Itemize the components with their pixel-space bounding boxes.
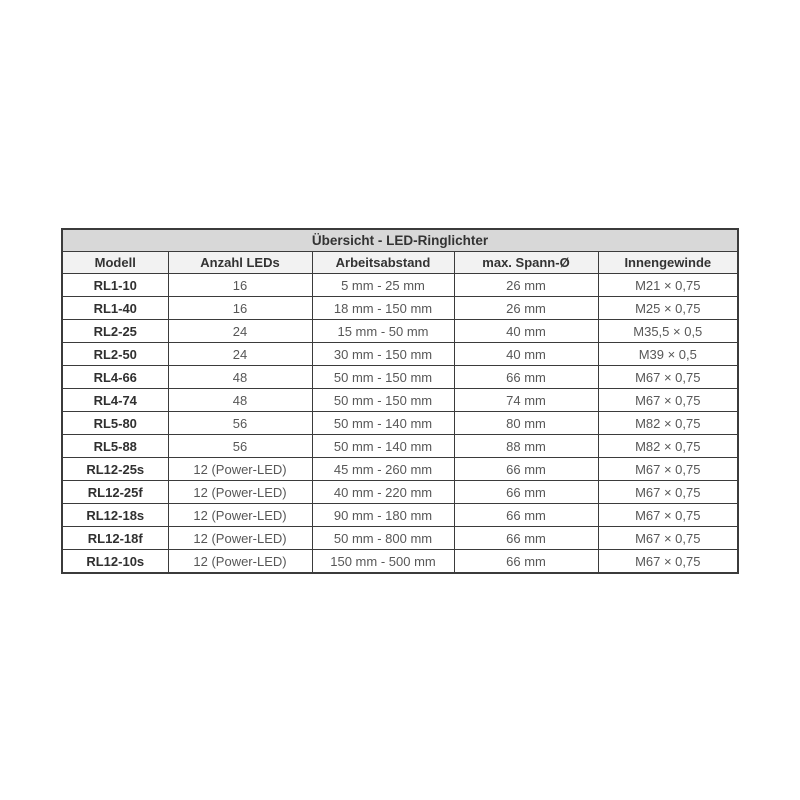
table-row bbox=[62, 550, 738, 574]
max-clamp-diameter-cell: 26 mm bbox=[454, 297, 598, 320]
led-ringlights-spec-table bbox=[61, 228, 737, 574]
max-clamp-diameter-cell: 66 mm bbox=[454, 527, 598, 550]
max-clamp-diameter-cell: 74 mm bbox=[454, 389, 598, 412]
table-row bbox=[62, 366, 738, 389]
table-row bbox=[62, 389, 738, 412]
working-distance-cell: 50 mm - 140 mm bbox=[312, 412, 454, 435]
led-count-cell: 16 bbox=[168, 274, 312, 297]
inner-thread-cell: M67 × 0,75 bbox=[598, 527, 738, 550]
max-clamp-diameter-cell: 66 mm bbox=[454, 504, 598, 527]
led-count-cell: 48 bbox=[168, 389, 312, 412]
table-row bbox=[62, 527, 738, 550]
max-clamp-diameter-cell: 40 mm bbox=[454, 343, 598, 366]
model-cell: RL12-18s bbox=[62, 504, 168, 527]
max-clamp-diameter-cell: 40 mm bbox=[454, 320, 598, 343]
table-title-row bbox=[62, 229, 738, 252]
column-header-innengewinde: Innengewinde bbox=[598, 252, 738, 274]
led-count-cell: 12 (Power-LED) bbox=[168, 550, 312, 574]
inner-thread-cell: M21 × 0,75 bbox=[598, 274, 738, 297]
table-row bbox=[62, 458, 738, 481]
max-clamp-diameter-cell: 66 mm bbox=[454, 366, 598, 389]
table-row bbox=[62, 504, 738, 527]
led-count-cell: 56 bbox=[168, 435, 312, 458]
table-row bbox=[62, 274, 738, 297]
led-count-cell: 24 bbox=[168, 320, 312, 343]
column-header-anzahl-leds: Anzahl LEDs bbox=[168, 252, 312, 274]
inner-thread-cell: M67 × 0,75 bbox=[598, 389, 738, 412]
inner-thread-cell: M67 × 0,75 bbox=[598, 458, 738, 481]
led-count-cell: 12 (Power-LED) bbox=[168, 458, 312, 481]
inner-thread-cell: M82 × 0,75 bbox=[598, 412, 738, 435]
working-distance-cell: 15 mm - 50 mm bbox=[312, 320, 454, 343]
model-cell: RL5-88 bbox=[62, 435, 168, 458]
max-clamp-diameter-cell: 26 mm bbox=[454, 274, 598, 297]
working-distance-cell: 50 mm - 150 mm bbox=[312, 389, 454, 412]
working-distance-cell: 18 mm - 150 mm bbox=[312, 297, 454, 320]
model-cell: RL12-18f bbox=[62, 527, 168, 550]
led-count-cell: 56 bbox=[168, 412, 312, 435]
max-clamp-diameter-cell: 80 mm bbox=[454, 412, 598, 435]
model-cell: RL12-10s bbox=[62, 550, 168, 574]
model-cell: RL1-40 bbox=[62, 297, 168, 320]
table-row bbox=[62, 481, 738, 504]
inner-thread-cell: M35,5 × 0,5 bbox=[598, 320, 738, 343]
table-title: Übersicht - LED-Ringlichter bbox=[62, 229, 738, 252]
led-count-cell: 12 (Power-LED) bbox=[168, 481, 312, 504]
model-cell: RL5-80 bbox=[62, 412, 168, 435]
model-cell: RL12-25s bbox=[62, 458, 168, 481]
inner-thread-cell: M82 × 0,75 bbox=[598, 435, 738, 458]
inner-thread-cell: M39 × 0,5 bbox=[598, 343, 738, 366]
working-distance-cell: 150 mm - 500 mm bbox=[312, 550, 454, 574]
inner-thread-cell: M25 × 0,75 bbox=[598, 297, 738, 320]
table-row bbox=[62, 297, 738, 320]
column-header-max-spann: max. Spann-Ø bbox=[454, 252, 598, 274]
working-distance-cell: 50 mm - 800 mm bbox=[312, 527, 454, 550]
working-distance-cell: 90 mm - 180 mm bbox=[312, 504, 454, 527]
max-clamp-diameter-cell: 66 mm bbox=[454, 481, 598, 504]
inner-thread-cell: M67 × 0,75 bbox=[598, 504, 738, 527]
inner-thread-cell: M67 × 0,75 bbox=[598, 366, 738, 389]
working-distance-cell: 50 mm - 150 mm bbox=[312, 366, 454, 389]
spec-table bbox=[61, 228, 739, 574]
table-row bbox=[62, 435, 738, 458]
max-clamp-diameter-cell: 66 mm bbox=[454, 550, 598, 574]
led-count-cell: 12 (Power-LED) bbox=[168, 504, 312, 527]
model-cell: RL2-25 bbox=[62, 320, 168, 343]
model-cell: RL1-10 bbox=[62, 274, 168, 297]
model-cell: RL2-50 bbox=[62, 343, 168, 366]
column-header-arbeitsabstand: Arbeitsabstand bbox=[312, 252, 454, 274]
working-distance-cell: 45 mm - 260 mm bbox=[312, 458, 454, 481]
led-count-cell: 24 bbox=[168, 343, 312, 366]
inner-thread-cell: M67 × 0,75 bbox=[598, 550, 738, 574]
table-body bbox=[62, 274, 738, 574]
led-count-cell: 12 (Power-LED) bbox=[168, 527, 312, 550]
max-clamp-diameter-cell: 88 mm bbox=[454, 435, 598, 458]
table-row bbox=[62, 412, 738, 435]
table-row bbox=[62, 343, 738, 366]
working-distance-cell: 30 mm - 150 mm bbox=[312, 343, 454, 366]
led-count-cell: 48 bbox=[168, 366, 312, 389]
table-row bbox=[62, 320, 738, 343]
led-count-cell: 16 bbox=[168, 297, 312, 320]
max-clamp-diameter-cell: 66 mm bbox=[454, 458, 598, 481]
model-cell: RL4-66 bbox=[62, 366, 168, 389]
working-distance-cell: 40 mm - 220 mm bbox=[312, 481, 454, 504]
model-cell: RL12-25f bbox=[62, 481, 168, 504]
column-header-modell: Modell bbox=[62, 252, 168, 274]
model-cell: RL4-74 bbox=[62, 389, 168, 412]
table-header-row bbox=[62, 252, 738, 274]
inner-thread-cell: M67 × 0,75 bbox=[598, 481, 738, 504]
working-distance-cell: 50 mm - 140 mm bbox=[312, 435, 454, 458]
working-distance-cell: 5 mm - 25 mm bbox=[312, 274, 454, 297]
